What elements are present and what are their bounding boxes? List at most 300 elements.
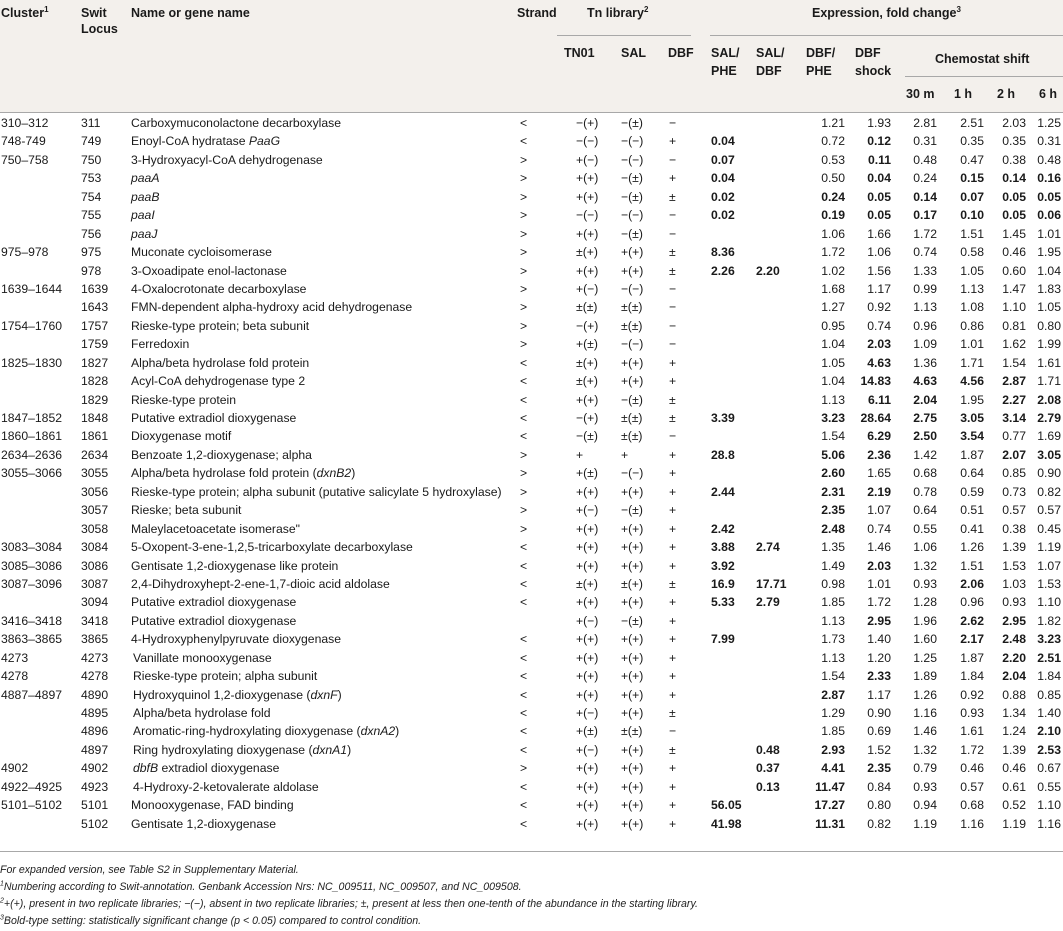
cell-locus: 3418 [81,613,109,628]
cell-dbf-phe: 1.13 [821,613,845,628]
table-row [0,686,1063,704]
cell-dbf-phe: 1.68 [821,281,845,296]
cell-tn01: +(+) [576,632,599,647]
cell-strand: < [520,576,528,591]
cell-dbf: + [669,669,677,684]
cell-cluster: 5101–5102 [1,798,63,813]
cell-tn01: +(±) [576,337,598,352]
cell-sal: +(+) [621,687,644,702]
cell-gene-name: 4-Oxalocrotonate decarboxylase [131,281,307,296]
cell-t2h: 1.62 [1002,337,1026,352]
cell-gene-name: Rieske-type protein; alpha subunit [133,669,318,684]
cell-cluster: 4902 [1,761,29,776]
cell-t6h: 0.80 [1037,318,1061,333]
cell-tn01: +(±) [576,466,598,481]
cell-locus: 3086 [81,558,109,573]
cell-sal-phe: 5.33 [711,595,735,610]
cell-locus: 1848 [81,411,109,425]
cell-strand: < [520,779,528,794]
cell-dbf-phe: 4.41 [821,761,845,776]
cell-t1h: 1.51 [960,558,984,573]
cell-t30m: 1.72 [913,226,937,241]
cell-cluster: 3085–3086 [1,558,63,573]
cell-dbf-phe: 1.13 [821,392,845,407]
cell-dbf-phe: 2.31 [821,484,845,499]
cell-dbf-shock: 28.64 [860,411,891,425]
cell-sal: ±(±) [621,724,643,739]
cell-t6h: 1.95 [1037,245,1061,260]
cell-sal: +(+) [621,595,644,610]
cell-strand: < [520,687,528,702]
cell-tn01: +(+) [576,595,599,610]
cell-dbf: + [669,484,677,499]
cell-t1h: 0.41 [960,521,984,536]
cell-t1h: 0.92 [960,687,984,702]
cell-gene-name: dbfB extradiol dioxygenase [133,761,280,776]
cell-dbf-phe: 11.47 [815,779,845,794]
cell-dbf: + [669,798,677,813]
cell-gene-name: Benzoate 1,2-dioxygenase; alpha [131,447,312,462]
cell-strand: < [520,392,528,407]
cell-dbf: + [669,650,677,665]
cell-dbf-phe: 1.54 [821,669,845,684]
cell-sal: + [621,447,629,462]
cell-sal-phe: 8.36 [711,245,735,260]
cell-dbf: + [669,558,677,573]
cell-t2h: 3.14 [1002,411,1026,425]
cell-t6h: 1.19 [1037,540,1061,555]
cell-t2h: 1.10 [1002,300,1026,315]
table-row [0,409,1063,427]
cell-t2h: 0.46 [1002,761,1026,776]
cell-t1h: 1.08 [960,300,984,315]
cell-locus: 4896 [81,724,109,739]
cell-cluster: 1825–1830 [1,355,63,370]
cell-dbf-phe: 1.49 [821,558,845,573]
cell-t6h: 1.61 [1037,355,1061,370]
cell-dbf-shock: 1.17 [867,687,891,702]
cell-cluster: 1847–1852 [1,411,63,425]
cell-dbf-phe: 1.85 [821,724,845,739]
cell-locus: 749 [81,134,102,149]
cell-t30m: 0.79 [913,761,937,776]
cell-dbf: + [669,540,677,555]
cell-dbf-shock: 0.82 [867,816,891,831]
cell-t30m: 1.26 [913,687,937,702]
cell-t2h: 0.61 [1002,779,1026,794]
cell-t2h: 0.85 [1002,466,1026,481]
cell-t30m: 2.75 [913,411,937,425]
cell-t30m: 0.48 [913,152,937,167]
cell-dbf-shock: 0.84 [867,779,891,794]
cell-t6h: 1.05 [1037,300,1061,315]
table-row [0,538,1063,556]
cell-sal: +(+) [621,632,644,647]
cell-tn01: ±(+) [576,576,598,591]
cell-dbf: − [669,208,677,223]
table-row [0,796,1063,814]
cell-sal: ±(±) [621,429,643,444]
cell-strand: < [520,706,528,720]
cell-t2h: 0.73 [1002,484,1026,499]
cell-t1h: 3.54 [960,429,984,444]
table-row [0,667,1063,685]
cell-t30m: 1.06 [913,540,937,555]
cell-t1h: 1.87 [960,447,984,462]
cell-sal: −(±) [621,189,643,204]
table-row [0,704,1063,722]
cell-gene-name: 4-Hydroxy-2-ketovalerate aldolase [133,779,319,794]
cell-t1h: 0.59 [960,484,984,499]
cell-gene-name: Rieske; beta subunit [131,503,242,518]
cell-dbf-phe: 1.02 [821,263,845,278]
cell-dbf: + [669,466,677,481]
table-row [0,815,1063,833]
cell-dbf-shock: 0.74 [867,521,891,536]
cell-dbf-phe: 0.72 [821,134,845,149]
cell-dbf: + [669,171,677,186]
cell-tn01: +(+) [576,816,599,831]
cell-t6h: 0.67 [1037,761,1061,776]
cell-t30m: 0.24 [913,171,937,186]
cell-dbf-shock: 1.56 [867,263,891,278]
cell-t1h: 1.16 [960,816,984,831]
cell-dbf-shock: 0.12 [867,134,891,149]
cell-t6h: 1.69 [1037,429,1061,444]
cell-gene-name: Gentisate 1,2-dioxygenase like protein [131,558,339,573]
cell-gene-name: 5-Oxopent-3-ene-1,2,5-tricarboxylate decarboxylase [131,540,413,555]
table-row [0,520,1063,538]
cell-sal: ±(±) [621,411,643,425]
col-1h-header: 1 h [954,87,973,101]
cell-cluster: 1860–1861 [1,429,63,444]
cell-dbf-shock: 6.11 [867,392,891,407]
cell-t1h: 0.46 [960,761,984,776]
cell-t1h: 0.10 [960,208,984,223]
cell-t6h: 1.40 [1037,706,1061,720]
cell-tn01: ±(+) [576,245,598,260]
cell-strand: > [520,208,528,223]
cell-t1h: 0.07 [960,189,984,204]
cell-t1h: 1.01 [960,337,984,352]
cell-t30m: 0.93 [913,576,937,591]
cell-locus: 753 [81,171,102,186]
cell-t6h: 1.04 [1037,263,1061,278]
cell-tn01: + [576,447,584,462]
cell-dbf-shock: 6.29 [867,429,891,444]
col-6h-header: 6 h [1039,87,1058,101]
cell-sal-phe: 2.44 [711,484,735,499]
cell-tn01: +(+) [576,226,599,241]
chemostat-header: Chemostat shift [935,52,1030,66]
table-row [0,132,1063,150]
cell-dbf: + [669,632,677,647]
cell-locus: 1643 [81,300,109,315]
cell-tn01: −(+) [576,318,599,333]
tn-library-header: Tn library$^2$ [587,4,649,20]
cell-t30m: 2.04 [913,392,937,407]
cell-dbf-phe: 1.04 [821,374,845,389]
cell-strand: > [520,466,528,481]
cell-tn01: +(+) [576,669,599,684]
cell-gene-name: Rieske-type protein [131,392,236,407]
cell-t30m: 1.46 [913,724,937,739]
cell-dbf: + [669,613,677,628]
cell-t30m: 0.99 [913,281,937,296]
cell-dbf-phe: 1.35 [821,540,845,555]
cell-strand: < [520,595,528,610]
cell-gene-name: paaJ [131,226,158,241]
cell-sal-phe: 0.02 [711,208,735,223]
footnote-2: $^2$+(+), present in two replicate libraries; −(−), absent in two replicate libraries; ±, present at less then one-tenth of the abundance in the starting library. [0,897,698,910]
cell-locus: 3865 [81,632,109,647]
cell-dbf: + [669,447,677,462]
cell-strand: < [520,374,528,389]
col-swit-header: Swit [81,6,107,20]
cell-dbf: − [669,281,677,296]
cell-sal-dbf: 0.13 [756,779,780,794]
cell-t2h: 2.87 [1002,374,1026,389]
cell-locus: 1639 [81,281,109,296]
cell-t1h: 1.51 [960,226,984,241]
cell-dbf-shock: 0.04 [867,171,891,186]
cell-gene-name: Alpha/beta hydrolase fold [133,706,271,720]
cell-t1h: 1.05 [960,263,984,278]
cell-gene-name: Rieske-type protein; alpha subunit (putative salicylate 5 hydroxylase) [131,484,502,499]
col-salphe-header-2: PHE [711,64,737,78]
cell-dbf-shock: 1.06 [867,245,891,260]
cell-t2h: 0.05 [1002,208,1026,223]
table-row [0,630,1063,648]
cell-t6h: 0.48 [1037,152,1061,167]
cell-dbf-phe: 1.06 [821,226,845,241]
cell-t2h: 1.45 [1002,226,1026,241]
cell-dbf-phe: 0.50 [821,171,845,186]
cell-t2h: 2.04 [1002,669,1026,684]
cell-t30m: 1.32 [913,742,937,757]
cell-t2h: 0.81 [1002,318,1026,333]
cell-strand: > [520,447,528,462]
cell-t1h: 4.56 [960,374,984,389]
cell-dbf: ± [669,189,676,204]
cell-t6h: 1.53 [1037,576,1061,591]
cell-strand: > [520,263,528,278]
cell-dbf-shock: 2.95 [867,613,891,628]
cell-t6h: 2.08 [1037,392,1061,407]
cell-tn01: +(+) [576,484,599,499]
cell-strand: < [520,798,528,813]
cell-dbf-shock: 1.17 [867,281,891,296]
cell-t1h: 0.15 [960,171,984,186]
cell-t6h: 1.83 [1037,281,1061,296]
table-row [0,427,1063,445]
col-dbfphe-header-2: PHE [806,64,832,78]
cell-t6h: 0.31 [1037,134,1061,149]
cell-tn01: +(+) [576,540,599,555]
cell-t2h: 2.20 [1002,650,1026,665]
cell-tn01: +(−) [576,152,599,167]
cell-sal: ±(+) [621,576,643,591]
col-dbf-header: DBF [668,46,694,60]
cell-t2h: 2.07 [1002,447,1026,462]
cell-t1h: 0.64 [960,466,984,481]
cell-locus: 975 [81,245,102,260]
cell-gene-name: Carboxymuconolactone decarboxylase [131,116,342,130]
header-bottom-rule [0,112,1063,113]
cell-cluster: 3055–3066 [1,466,63,481]
table-row [0,649,1063,667]
cell-dbf: − [669,429,677,444]
cell-dbf-shock: 0.92 [867,300,891,315]
cell-t1h: 1.87 [960,650,984,665]
cell-dbf-phe: 17.27 [814,798,845,813]
cell-cluster: 4887–4897 [1,687,63,702]
cell-sal-phe: 0.02 [711,189,735,204]
cell-cluster: 4278 [1,669,29,684]
cell-gene-name: Aromatic-ring-hydroxylating dioxygenase (dxnA2) [133,724,400,739]
cell-sal-dbf: 2.79 [756,595,780,610]
cell-gene-name: Alpha/beta hydrolase fold protein [131,355,310,370]
cell-dbf-phe: 0.19 [821,208,845,223]
cell-sal: +(+) [621,540,644,555]
cell-strand: > [520,337,528,352]
cell-locus: 978 [81,263,102,278]
cell-t2h: 2.48 [1002,632,1026,647]
cell-strand: > [520,318,528,333]
table-row [0,501,1063,519]
table-body [0,114,1063,833]
cell-locus: 3057 [81,503,109,518]
cell-t6h: 1.71 [1037,374,1061,389]
cell-t6h: 1.82 [1037,613,1061,628]
cell-t2h: 1.54 [1002,355,1026,370]
cell-dbf-shock: 2.03 [867,558,891,573]
cell-cluster: 748-749 [1,134,46,149]
cell-tn01: −(+) [576,411,599,425]
cell-t6h: 1.16 [1037,816,1061,831]
cell-tn01: ±(±) [576,300,598,315]
cell-strand: < [520,816,528,831]
cell-t6h: 1.10 [1037,798,1061,813]
cell-sal-phe: 3.88 [711,540,735,555]
cell-t30m: 1.89 [913,669,937,684]
cell-t2h: 1.53 [1002,558,1026,573]
cell-sal: +(+) [621,650,644,665]
cell-strand: < [520,540,528,555]
cell-dbf: − [669,724,677,739]
cell-locus: 4273 [81,650,109,665]
table-row [0,206,1063,224]
cell-sal: +(+) [621,558,644,573]
cell-sal: −(−) [621,152,644,167]
cell-sal: +(+) [621,521,644,536]
cell-sal-phe: 41.98 [711,816,742,831]
cell-strand: < [520,669,528,684]
cell-sal: +(+) [621,779,644,794]
table-footnotes [0,863,1063,931]
cell-gene-name: Hydroxyquinol 1,2-dioxygenase (dxnF) [133,687,342,702]
cell-gene-name: Putative extradiol dioxygenase [131,595,297,610]
cell-dbf-phe: 1.04 [821,337,845,352]
table-row [0,151,1063,169]
col-cluster-header: Cluster$^1$ [1,4,49,20]
cell-tn01: +(+) [576,558,599,573]
cell-dbf-phe: 1.13 [821,650,845,665]
table-row [0,741,1063,759]
cell-t6h: 2.51 [1037,650,1061,665]
table-row [0,575,1063,593]
cell-t1h: 3.05 [960,411,984,425]
cell-dbf-shock: 1.72 [867,595,891,610]
cell-tn01: +(+) [576,171,599,186]
cell-t30m: 1.96 [913,613,937,628]
cell-t1h: 0.86 [960,318,984,333]
cell-gene-name: Gentisate 1,2-dioxygenase [131,816,276,831]
cell-t30m: 0.17 [913,208,937,223]
cell-sal: −(−) [621,337,644,352]
expression-header: Expression, fold change$^3$ [812,4,961,20]
cell-cluster: 975–978 [1,245,49,260]
cell-gene-name: Ring hydroxylating dioxygenase (dxnA1) [133,742,352,757]
cell-gene-name: Ferredoxin [131,337,190,352]
cell-t2h: 0.60 [1002,263,1026,278]
cell-sal: ±(±) [621,318,643,333]
cell-t2h: 0.05 [1002,189,1026,204]
chemostat-rule [905,76,1063,77]
cell-t1h: 2.62 [960,613,984,628]
table-row [0,391,1063,409]
cell-dbf-phe: 1.72 [821,245,845,260]
cell-t30m: 0.96 [913,318,937,333]
cell-locus: 1828 [81,374,109,389]
cell-t1h: 1.72 [960,742,984,757]
cell-sal-phe: 0.04 [711,134,735,149]
cell-t2h: 0.14 [1002,171,1026,186]
cell-gene-name: 3-Hydroxyacyl-CoA dehydrogenase [131,152,323,167]
cell-cluster: 750–758 [1,152,49,167]
cell-t30m: 2.50 [913,429,937,444]
cell-cluster: 3863–3865 [1,632,63,647]
cell-dbf-shock: 1.52 [867,742,891,757]
cell-tn01: +(+) [576,779,599,794]
cell-strand: > [520,521,528,536]
cell-sal: −(−) [621,208,644,223]
cell-t6h: 0.05 [1037,189,1061,204]
footnote-3: $^3$Bold-type setting: statistically significant change (p < 0.05) compared to control condition. [0,914,422,927]
cell-t30m: 0.64 [913,503,937,518]
cell-t30m: 4.63 [913,374,937,389]
cell-tn01: +(+) [576,392,599,407]
cell-locus: 2634 [81,447,109,462]
cell-dbf: + [669,595,677,610]
cell-t2h: 0.88 [1002,687,1026,702]
cell-strand: > [520,245,528,260]
cell-t30m: 1.28 [913,595,937,610]
cell-sal-dbf: 2.20 [756,263,780,278]
cell-dbf: + [669,355,677,370]
table-row [0,169,1063,187]
cell-t6h: 1.01 [1037,226,1061,241]
cell-strand: > [520,152,528,167]
cell-sal-dbf: 2.74 [756,540,780,555]
cell-dbf-phe: 2.87 [821,687,845,702]
cell-t6h: 2.79 [1037,411,1061,425]
cell-t1h: 0.93 [960,706,984,720]
cell-t2h: 2.03 [1002,116,1026,130]
cell-dbf-phe: 2.60 [821,466,845,481]
cell-strand: > [520,761,528,776]
col-2h-header: 2 h [997,87,1016,101]
